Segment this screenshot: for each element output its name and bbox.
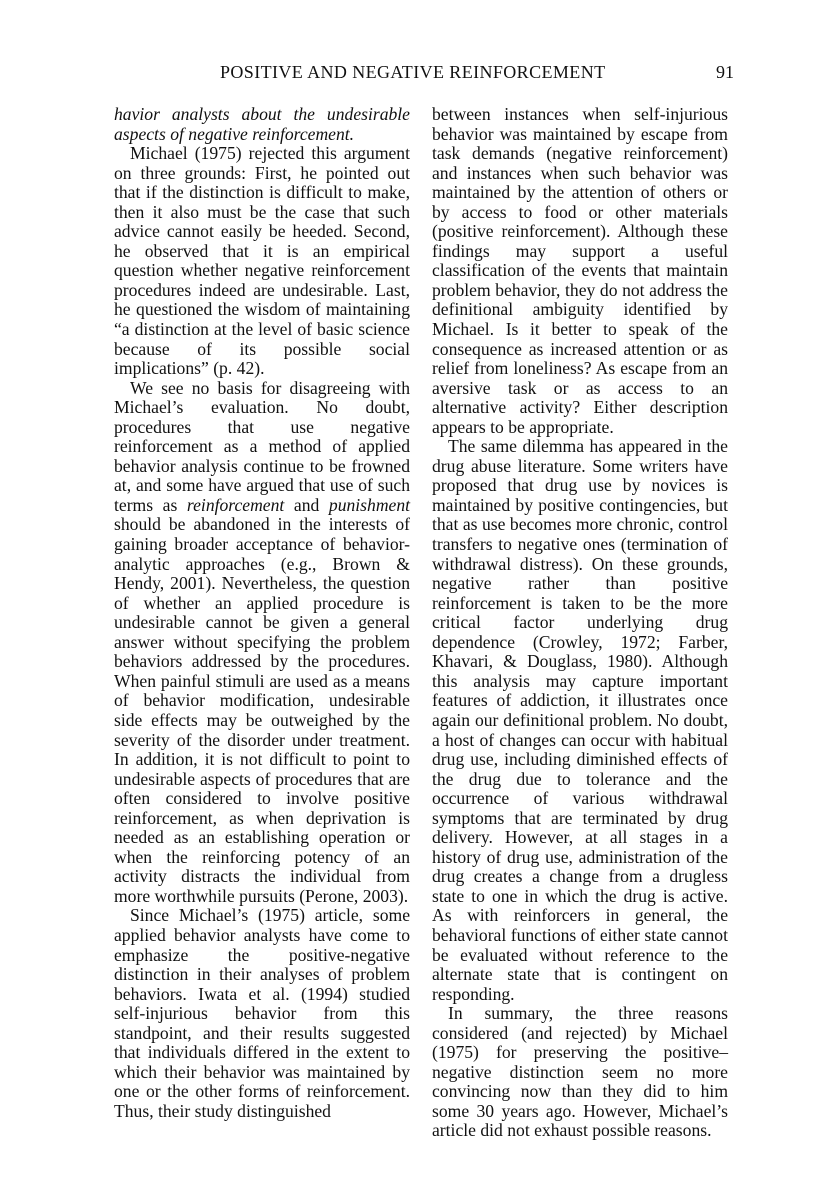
italic-text: havior analysts about the undesirable aspects of negative reinforcement. — [114, 104, 410, 144]
running-head — [114, 62, 734, 86]
paragraph: Michael (1975) rejected this argument on three grounds: First, he pointed out that if the distinction is difficult to make, then it also must be the case that such advice cannot easily be heeded. Second, he observed that it is an empirical question whether negative reinforcement procedures indeed are undesirable. Last, he questioned the wisdom of maintaining “a distinction at the level of basic science because of its possible social implications” (p. 42). — [114, 143, 410, 379]
running-title: POSITIVE AND NEGATIVE REINFORCEMENT — [220, 62, 606, 82]
italic-term: reinforcement — [186, 494, 285, 515]
text-run: should be abandoned in the interests of gaining broader acceptance of behavior-analytic approaches (e.g., Brown & Hendy, 2001). Nevertheless, the question of whether an applied procedure is undesirable cannot be given a general answer without specifying the problem behaviors addressed by the procedures. When painful stimuli are used as a means of behavior modification, undesirable side effects may be outweighed by the severity of the disorder under treatment. In addition, it is not difficult to point to undesirable aspects of procedures that are often considered to involve positive reinforcement, as when deprivation is needed as an establishing operation or when the reinforcing potency of an activity distracts the individual from more worthwhile pursuits (Perone, 2003). — [114, 514, 410, 906]
italic-term: punishment — [328, 494, 411, 515]
page-number: 91 — [716, 62, 734, 82]
paragraph-continuation — [114, 105, 410, 144]
paragraph — [114, 379, 410, 907]
left-column — [114, 105, 410, 1121]
paragraph: The same dilemma has appeared in the drug abuse literature. Some writers have proposed that drug use by novices is maintained by positive contingencies, but that as use becomes more chronic, control transfers to negative ones (termination of withdrawal distress). On these grounds, negative rather than positive reinforcement is taken to be the more critical factor underlying drug dependence (Crowley, 1972; Farber, Khavari, & Douglass, 1980). Although this analysis may capture important features of addiction, it illustrates once again our definitional problem. No doubt, a host of changes can occur with habitual drug use, including diminished effects of the drug due to tolerance and the occurrence of various withdrawal symptoms that are terminated by drug delivery. However, at all stages in a history of drug use, administration of the drug creates a change from a drugless state to one in which the drug is active. As with reinforcers in general, the behavioral functions of either state cannot be evaluated without reference to the alternate state that is contingent on responding. — [432, 436, 728, 1004]
text-run: We see no basis for disagreeing with Michael’s evaluation. No doubt, procedures that use negative reinforcement as a method of applied behavior analysis continue to be frowned at, and some have argued that use of such terms as — [114, 377, 410, 515]
paragraph: In summary, the three reasons considered (and rejected) by Michael (1975) for preserving the positive–negative distinction seem no more convincing now than they did to him some 30 years ago. However, Michael’s article did not exhaust possible reasons. — [432, 1003, 728, 1141]
paragraph-continuation: between instances when self-injurious behavior was maintained by escape from task demands (negative reinforcement) and instances when such behavior was maintained by the attention of others or by access to food or other materials (positive reinforcement). Although these findings may support a useful classification of the events that maintain problem behavior, they do not address the definitional ambiguity identified by Michael. Is it better to speak of the consequence as increased attention or as relief from loneliness? As escape from an aversive task or as access to an alternative activity? Either description appears to be appropriate. — [432, 104, 728, 437]
text-run: and — [284, 494, 329, 515]
paragraph: Since Michael’s (1975) article, some applied behavior analysts have come to emphasize the positive-negative distinction in their analyses of problem behaviors. Iwata et al. (1994) studied self-injurious behavior from this standpoint, and their results suggested that individuals differed in the extent to which their behavior was maintained by one or the other forms of reinforcement. Thus, their study distinguished — [114, 905, 410, 1121]
right-column — [432, 105, 728, 1141]
